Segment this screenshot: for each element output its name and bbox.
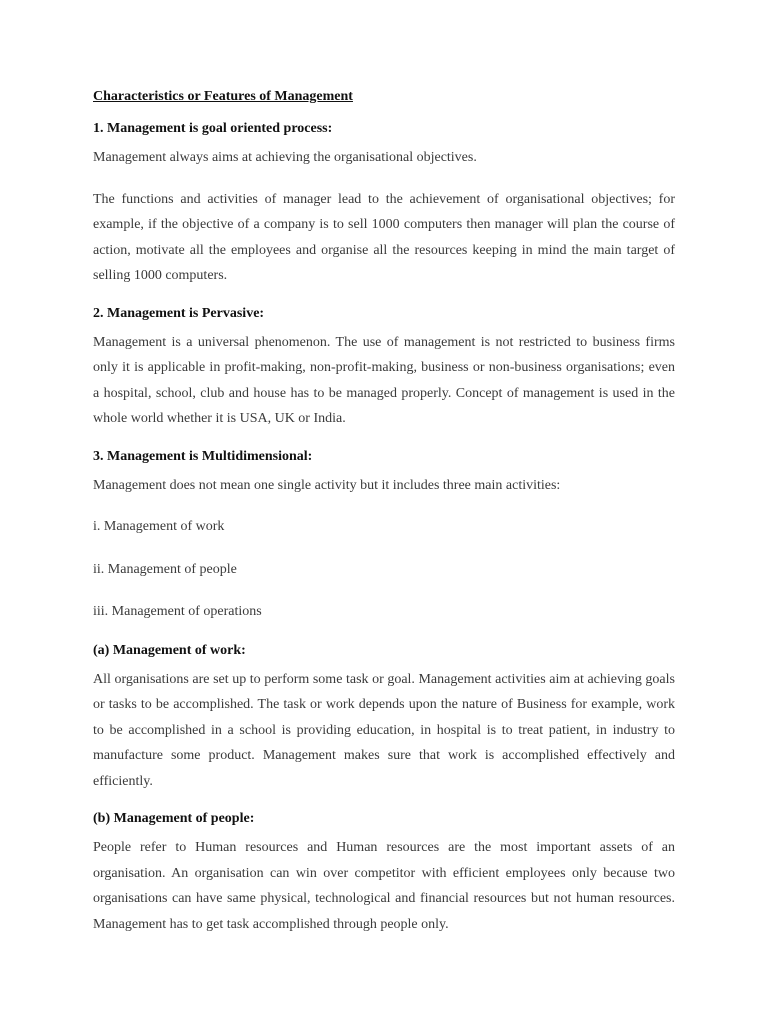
section-heading: 1. Management is goal oriented process: — [93, 121, 333, 136]
section-pervasive — [93, 305, 675, 432]
section-management-of-work — [93, 642, 675, 795]
paragraph: All organisations are set up to perform some task or goal. Management activities aim at achieving goals or tasks to be accomplished. The task or work depends upon the nature of Business for example, work to be accomplished in a school is providing education, in hospital is to treat patient, in industry to manufacture some product. Management makes sure that work is accomplished effectively and efficiently. — [93, 671, 675, 789]
section-heading: (b) Management of people: — [93, 811, 255, 826]
document-title: Characteristics or Features of Management — [93, 89, 353, 104]
list-item: i. Management of work — [93, 519, 225, 534]
list-item: iii. Management of operations — [93, 604, 262, 619]
paragraph: Management is a universal phenomenon. The use of management is not restricted to business firms only it is applicable in profit-making, non-profit-making, business or non-business organisations; even a hospital, school, club and house has to be managed properly. Concept of management is used in the whole world whether it is USA, UK or India. — [93, 334, 675, 426]
section-heading: 3. Management is Multidimensional: — [93, 448, 313, 464]
document-page — [93, 88, 675, 953]
section-multidimensional — [93, 448, 675, 625]
list-item: ii. Management of people — [93, 561, 237, 577]
paragraph: Management always aims at achieving the organisational objectives. — [93, 150, 477, 165]
paragraph: Management does not mean one single activity but it includes three main activities: — [93, 477, 561, 493]
section-heading: 2. Management is Pervasive: — [93, 305, 265, 321]
section-goal-oriented — [93, 120, 675, 289]
paragraph: People refer to Human resources and Human resources are the most important assets of an organisation. An organisation can win over competitor with efficient employees only because two organisations can have same physical, technological and financial resources but not human resources. Management has to get task accomplished through people only. — [93, 840, 675, 932]
section-heading: (a) Management of work: — [93, 642, 246, 658]
section-management-of-people — [93, 810, 675, 937]
paragraph: The functions and activities of manager lead to the achievement of organisational objectives; for example, if the objective of a company is to sell 1000 computers then manager will plan the course of action, motivate all the employees and organise all the resources keeping in mind the main target of selling 1000 computers. — [93, 191, 675, 283]
